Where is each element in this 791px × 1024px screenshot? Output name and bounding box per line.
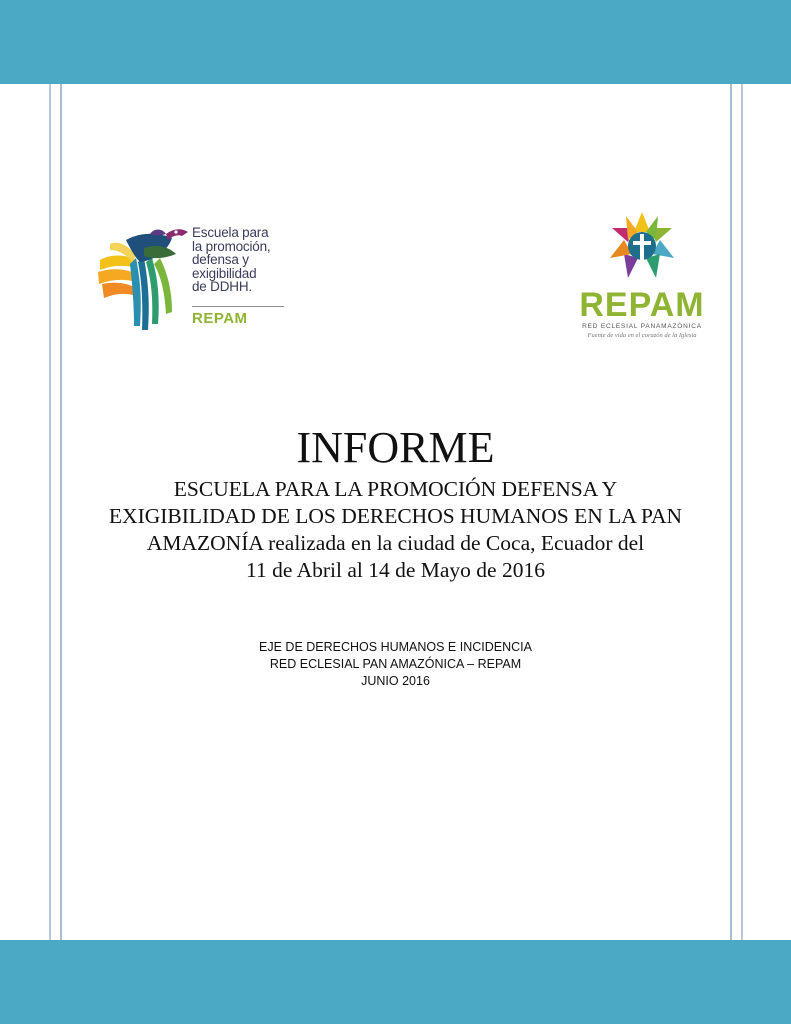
- repam-logo-motto: Fuente de vida en el corazón de la Iglesia: [587, 332, 697, 339]
- subtitle-line: EXIGIBILIDAD DE LOS DERECHOS HUMANOS EN LA PAN: [108, 504, 683, 528]
- page-border-right-outer: [741, 84, 743, 940]
- school-logo: [96, 218, 296, 336]
- page-border-left-outer: [49, 84, 51, 940]
- footer-band: [0, 940, 791, 1024]
- school-text-line: exigibilidad: [192, 265, 257, 281]
- subtitle-line: ESCUELA PARA LA PROMOCIÓN DEFENSA Y: [173, 477, 618, 501]
- page-border-left-inner: [60, 84, 62, 940]
- subtitle-line: AMAZONÍA realizada en la ciudad de Coca, Ecuador del: [146, 531, 645, 555]
- repam-logo-subtitle: RED ECLESIAL PANAMAZÓNICA: [582, 323, 702, 330]
- school-text-line: Escuela para: [192, 225, 269, 240]
- repam-logo: [574, 208, 714, 344]
- meta-line: EJE DE DERECHOS HUMANOS E INCIDENCIA: [259, 640, 532, 654]
- school-logo-org: REPAM: [192, 310, 248, 327]
- repam-logo-name: REPAM: [579, 286, 705, 324]
- school-text-line: defensa y: [192, 252, 249, 267]
- subtitle-line: 11 de Abril al 14 de Mayo de 2016: [246, 558, 545, 582]
- school-logo-divider: [192, 306, 284, 307]
- meta-line: RED ECLESIAL PAN AMAZÓNICA – REPAM: [269, 657, 522, 671]
- header-band: [0, 0, 791, 84]
- school-logo-text: [192, 226, 270, 294]
- star-cross-icon: [574, 208, 710, 288]
- document-subtitle: [100, 476, 691, 584]
- school-text-line: la promoción,: [192, 238, 271, 254]
- school-text-line: de DDHH.: [192, 279, 252, 294]
- document-title: INFORME: [296, 423, 495, 472]
- meta-line: JUNIO 2016: [361, 674, 430, 688]
- hand-bird-icon: [96, 218, 192, 336]
- document-meta: [0, 639, 791, 690]
- page-border-right-inner: [730, 84, 732, 940]
